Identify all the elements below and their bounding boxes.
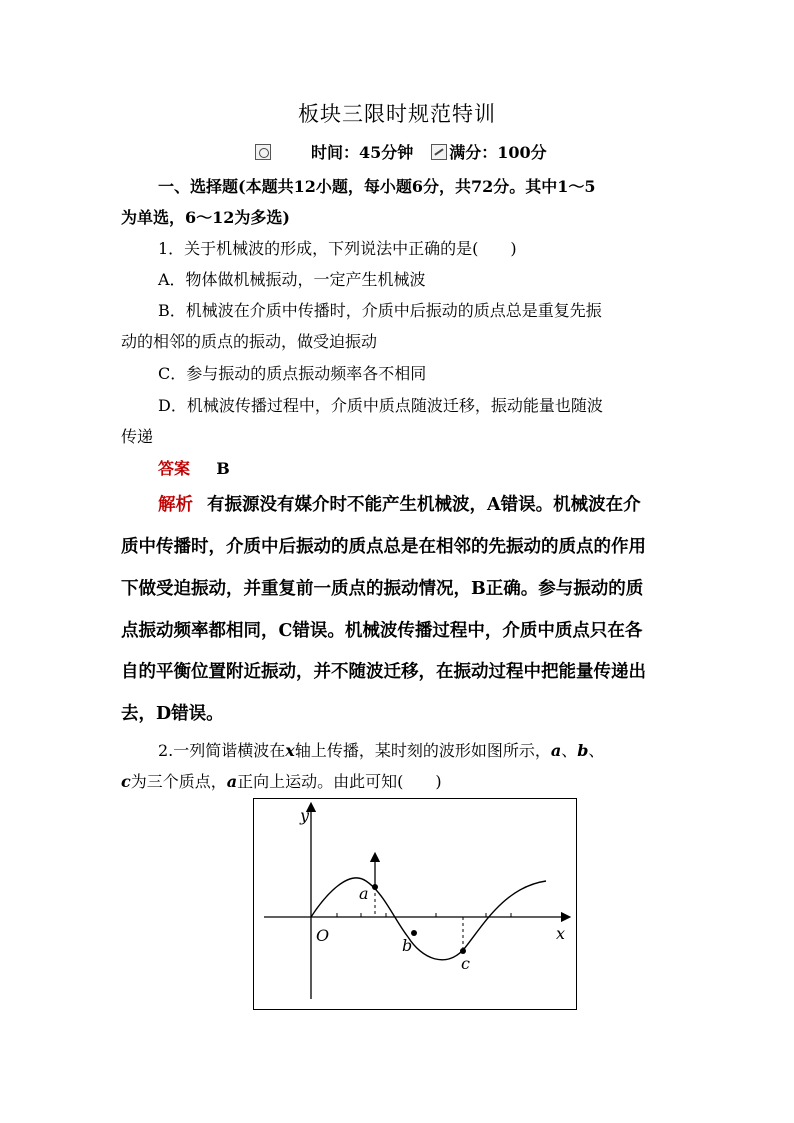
- full-score: 满分：100分: [449, 143, 547, 162]
- q2-sep-2: 、: [588, 741, 605, 760]
- explanation-line-4: 点振动频率都相同，C错误。机械波传播过程中，介质中质点只在各: [121, 621, 643, 641]
- q2-text-3: 为三个质点，: [130, 772, 227, 791]
- q2-text-2: 轴上传播，某时刻的波形如图所示，: [294, 741, 551, 760]
- y-axis-label: y: [300, 806, 310, 825]
- point-a-dot: [372, 884, 378, 890]
- explanation-text: 有振源没有媒介时不能产生机械波，A错误。机械波在介: [207, 495, 641, 515]
- explanation-line-6: 去，D错误。: [121, 704, 224, 724]
- question-2-line2: [121, 772, 442, 792]
- question-1-option-b-line2: 动的相邻的质点的振动，做受迫振动: [121, 332, 378, 351]
- score-icon: [431, 144, 447, 160]
- waveform-curve: [311, 878, 546, 960]
- question-1-option-d-line2: 传递: [121, 427, 154, 446]
- page-title: 板块三限时规范特训: [298, 102, 496, 126]
- question-1-option-d-line1: D．机械波传播过程中，介质中质点随波迁移，振动能量也随波: [158, 396, 603, 415]
- q2-var-a: a: [550, 741, 562, 760]
- answer-label: 答案: [158, 459, 191, 478]
- section-heading-line2: 为单选，6～12为多选): [121, 208, 290, 227]
- question-1-option-c: C．参与振动的质点振动频率各不相同: [158, 364, 427, 383]
- point-b-label: b: [402, 936, 413, 955]
- question-2-line1: [158, 741, 604, 761]
- section-heading-line1: 一、选择题(本题共12小题，每小题6分，共72分。其中1～5: [158, 177, 596, 196]
- wave-diagram: [254, 799, 576, 1009]
- q2-text-4: 正向上运动。由此可知( ): [237, 772, 442, 791]
- question-1-option-a: A．物体做机械振动，一定产生机械波: [158, 270, 426, 289]
- q2-var-x: x: [285, 741, 295, 760]
- explanation-line-2: 质中传播时，介质中后振动的质点总是在相邻的先振动的质点的作用: [121, 537, 646, 557]
- q2-sep-1: 、: [561, 741, 578, 760]
- explanation-line-5: 自的平衡位置附近振动，并不随波迁移，在振动过程中把能量传递出: [121, 662, 646, 682]
- question-1-stem: 1．关于机械波的形成，下列说法中正确的是( ): [158, 239, 517, 258]
- point-a-label: a: [359, 884, 369, 903]
- question-1-option-b-line1: B．机械波在介质中传播时，介质中后振动的质点总是重复先振: [158, 301, 602, 320]
- explanation-label: 解析: [158, 495, 193, 515]
- clock-icon: [255, 144, 271, 160]
- time-limit: 时间：45分钟: [311, 143, 414, 162]
- q2-var-a-2: a: [226, 772, 238, 791]
- answer-line: [158, 459, 230, 479]
- answer-value: B: [216, 459, 230, 478]
- q2-text-1: 2.一列简谐横波在: [158, 741, 286, 760]
- q2-var-c: c: [121, 772, 131, 791]
- x-axis-label: x: [556, 924, 566, 943]
- origin-label: O: [316, 926, 330, 945]
- exam-meta: [255, 140, 547, 163]
- wave-figure: [253, 798, 577, 1010]
- q2-var-b: b: [577, 741, 589, 760]
- point-c-label: c: [461, 954, 470, 973]
- explanation-line-3: 下做受迫振动，并重复前一质点的振动情况，B正确。参与振动的质: [121, 579, 644, 599]
- explanation-line-1: [158, 494, 641, 516]
